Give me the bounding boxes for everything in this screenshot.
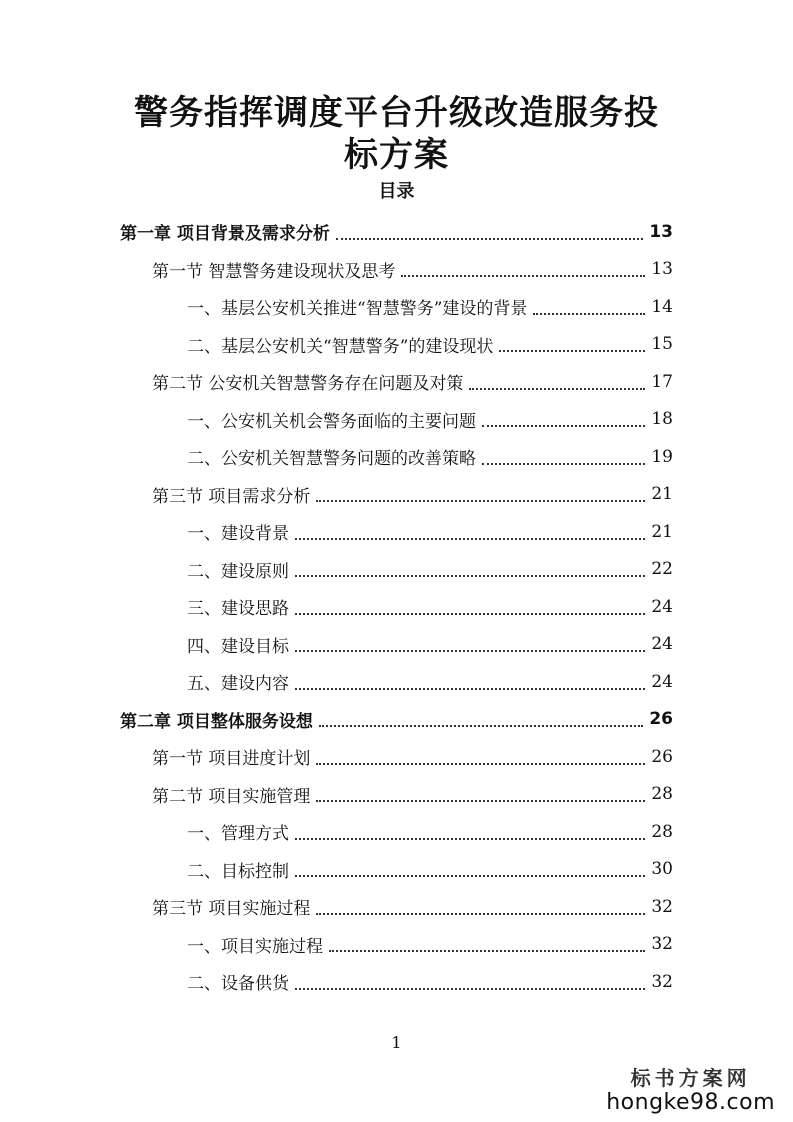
dot-leader <box>295 688 645 690</box>
toc-entry-label: 一、公安机关机会警务面临的主要问题 <box>187 411 476 432</box>
toc-entry-label: 第一节 智慧警务建设现状及思考 <box>152 261 396 282</box>
dot-leader <box>316 763 645 765</box>
toc-entry-label: 一、项目实施过程 <box>187 936 323 957</box>
dot-leader <box>295 838 645 840</box>
toc-entry-label: 一、建设背景 <box>187 524 289 545</box>
toc-entry[interactable] <box>0 663 793 701</box>
dot-leader <box>295 613 645 615</box>
watermark-name: 标书方案网 <box>630 1066 751 1090</box>
dot-leader <box>316 800 645 802</box>
dot-leader <box>295 575 645 577</box>
toc-entry-page: 28 <box>651 821 673 842</box>
toc-entry[interactable] <box>0 738 793 776</box>
toc-entry-page: 30 <box>651 859 673 880</box>
toc-entry-label: 二、公安机关智慧警务问题的改善策略 <box>187 449 476 470</box>
toc-entry-page: 18 <box>651 409 673 430</box>
dot-leader <box>533 313 645 315</box>
table-of-contents <box>0 213 793 1001</box>
toc-entry[interactable] <box>0 476 793 514</box>
dot-leader <box>295 988 645 990</box>
toc-entry-page: 32 <box>651 934 673 955</box>
toc-entry[interactable] <box>0 626 793 664</box>
toc-entry-page: 24 <box>651 596 673 617</box>
toc-entry-page: 26 <box>649 709 673 730</box>
toc-entry-page: 19 <box>651 446 673 467</box>
toc-entry-label: 二、设备供货 <box>187 974 289 995</box>
toc-entry[interactable] <box>0 926 793 964</box>
toc-entry[interactable] <box>0 251 793 289</box>
toc-entry-page: 32 <box>651 971 673 992</box>
document-title: 警务指挥调度平台升级改造服务投标方案 <box>134 93 659 175</box>
watermark-logo <box>606 1066 775 1116</box>
dot-leader <box>319 725 643 727</box>
toc-entry[interactable] <box>0 701 793 739</box>
toc-entry-page: 26 <box>651 746 673 767</box>
toc-entry-label: 三、建设思路 <box>187 599 289 620</box>
toc-entry[interactable] <box>0 401 793 439</box>
toc-entry-label: 第一节 项目进度计划 <box>152 749 311 770</box>
toc-heading: 目录 <box>378 181 415 202</box>
toc-entry[interactable] <box>0 363 793 401</box>
dot-leader <box>295 875 645 877</box>
toc-entry-page: 24 <box>651 671 673 692</box>
toc-entry[interactable] <box>0 213 793 251</box>
dot-leader <box>329 950 645 952</box>
toc-entry-page: 21 <box>651 521 673 542</box>
toc-entry-label: 第二章 项目整体服务设想 <box>120 711 313 732</box>
watermark-url: hongke98.com <box>606 1090 775 1115</box>
toc-entry-label: 一、基层公安机关推进“智慧警务”建设的背景 <box>187 299 528 320</box>
dot-leader <box>295 538 645 540</box>
toc-entry-label: 第三节 项目实施过程 <box>152 899 311 920</box>
dot-leader <box>295 650 645 652</box>
toc-entry[interactable] <box>0 851 793 889</box>
toc-entry[interactable] <box>0 513 793 551</box>
toc-entry-page: 24 <box>651 634 673 655</box>
toc-entry[interactable] <box>0 776 793 814</box>
toc-entry-page: 22 <box>651 559 673 580</box>
toc-entry[interactable] <box>0 888 793 926</box>
toc-entry-label: 二、目标控制 <box>187 861 289 882</box>
toc-entry-page: 28 <box>651 784 673 805</box>
toc-entry-label: 四、建设目标 <box>187 636 289 657</box>
toc-entry-page: 13 <box>649 221 673 242</box>
toc-entry-label: 二、建设原则 <box>187 561 289 582</box>
dot-leader <box>401 275 645 277</box>
dot-leader <box>316 913 645 915</box>
toc-entry[interactable] <box>0 438 793 476</box>
toc-entry-label: 五、建设内容 <box>187 674 289 695</box>
toc-entry-page: 21 <box>651 484 673 505</box>
page-number: 1 <box>391 1033 402 1052</box>
toc-entry-label: 第一章 项目背景及需求分析 <box>120 224 330 245</box>
toc-entry-label: 第二节 公安机关智慧警务存在问题及对策 <box>152 374 464 395</box>
dot-leader <box>469 388 645 390</box>
dot-leader <box>482 463 645 465</box>
toc-entry[interactable] <box>0 813 793 851</box>
dot-leader <box>316 500 645 502</box>
toc-entry[interactable] <box>0 588 793 626</box>
toc-entry-label: 第三节 项目需求分析 <box>152 486 311 507</box>
toc-entry-page: 14 <box>651 296 673 317</box>
toc-entry-label: 一、管理方式 <box>187 824 289 845</box>
toc-entry-label: 二、基层公安机关“智慧警务”的建设现状 <box>187 336 494 357</box>
toc-entry[interactable] <box>0 963 793 1001</box>
toc-entry[interactable] <box>0 326 793 364</box>
toc-entry-page: 32 <box>651 896 673 917</box>
toc-entry-label: 第二节 项目实施管理 <box>152 786 311 807</box>
toc-entry-page: 13 <box>651 259 673 280</box>
toc-entry-page: 17 <box>651 371 673 392</box>
dot-leader <box>499 350 645 352</box>
dot-leader <box>482 425 645 427</box>
toc-entry[interactable] <box>0 551 793 589</box>
toc-entry[interactable] <box>0 288 793 326</box>
toc-entry-page: 15 <box>651 334 673 355</box>
dot-leader <box>336 238 643 240</box>
